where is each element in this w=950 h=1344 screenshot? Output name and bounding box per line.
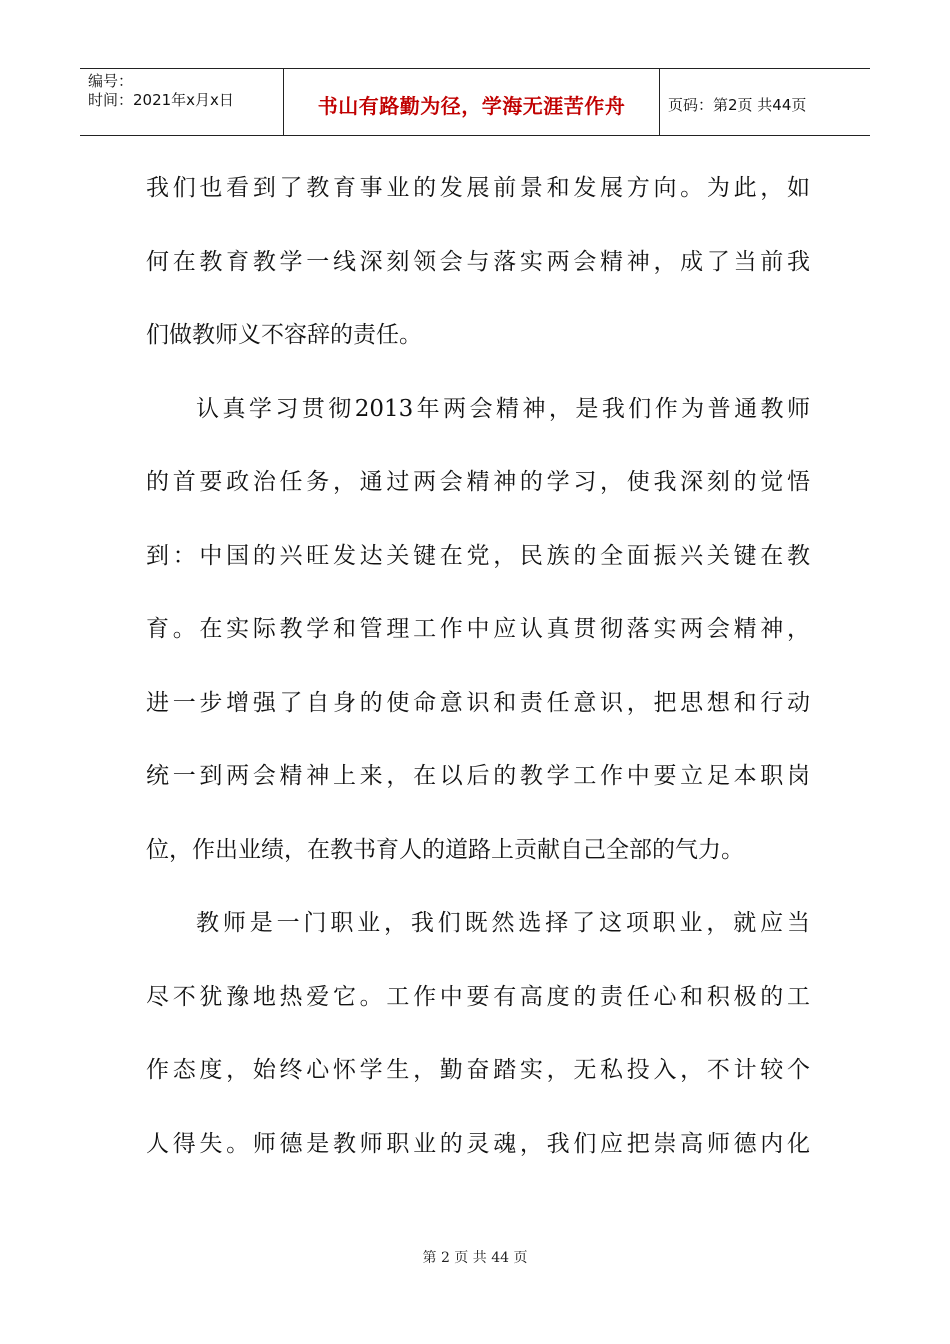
document-header (80, 68, 870, 136)
header-page-cell (660, 69, 870, 135)
header-motto-cell (284, 69, 660, 135)
text-line: 作态度，始终心怀学生，勤奋踏实，无私投入，不计较个 (146, 1057, 810, 1083)
text-line: 育。在实际教学和管理工作中应认真贯彻落实两会精神， (146, 616, 810, 642)
text-line: 人得失。师德是教师职业的灵魂，我们应把崇高师德内化 (146, 1130, 810, 1157)
text-line: 何在教育教学一线深刻领会与落实两会精神，成了当前我 (146, 248, 810, 275)
text-line: 位，作出业绩，在教书育人的道路上贡献自己全部的气力。 (146, 836, 744, 863)
number-label: 编号： (88, 72, 134, 90)
text-line: 教师是一门职业，我们既然选择了这项职业，就应当 (196, 910, 810, 936)
page-footer: 第 2 页 共 44 页 (422, 1250, 528, 1266)
text-line: 我们也看到了教育事业的发展前景和发展方向。为此，如 (146, 175, 810, 201)
text-line: 进一步增强了自身的使命意识和责任意识，把思想和行动 (146, 689, 810, 716)
text-line: 尽不犹豫地热爱它。工作中要有高度的责任心和积极的工 (146, 983, 810, 1010)
text-line: 的首要政治任务，通过两会精神的学习，使我深刻的觉悟 (146, 469, 810, 495)
motto-text: 书山有路勤为径，学海无涯苦作舟 (317, 93, 626, 118)
text-line: 们做教师义不容辞的责任。 (146, 322, 422, 348)
document-body (146, 160, 810, 1189)
header-meta-cell (80, 69, 284, 135)
text-line: 到：中国的兴旺发达关键在党，民族的全面振兴关键在教 (146, 542, 810, 569)
page-info: 页码：第2页 共44页 (668, 95, 807, 114)
time-label: 时间：2021年x月x日 (88, 91, 234, 109)
text-line: 认真学习贯彻2013年两会精神，是我们作为普通教师 (196, 395, 810, 422)
text-line: 统一到两会精神上来，在以后的教学工作中要立足本职岗 (146, 763, 810, 789)
